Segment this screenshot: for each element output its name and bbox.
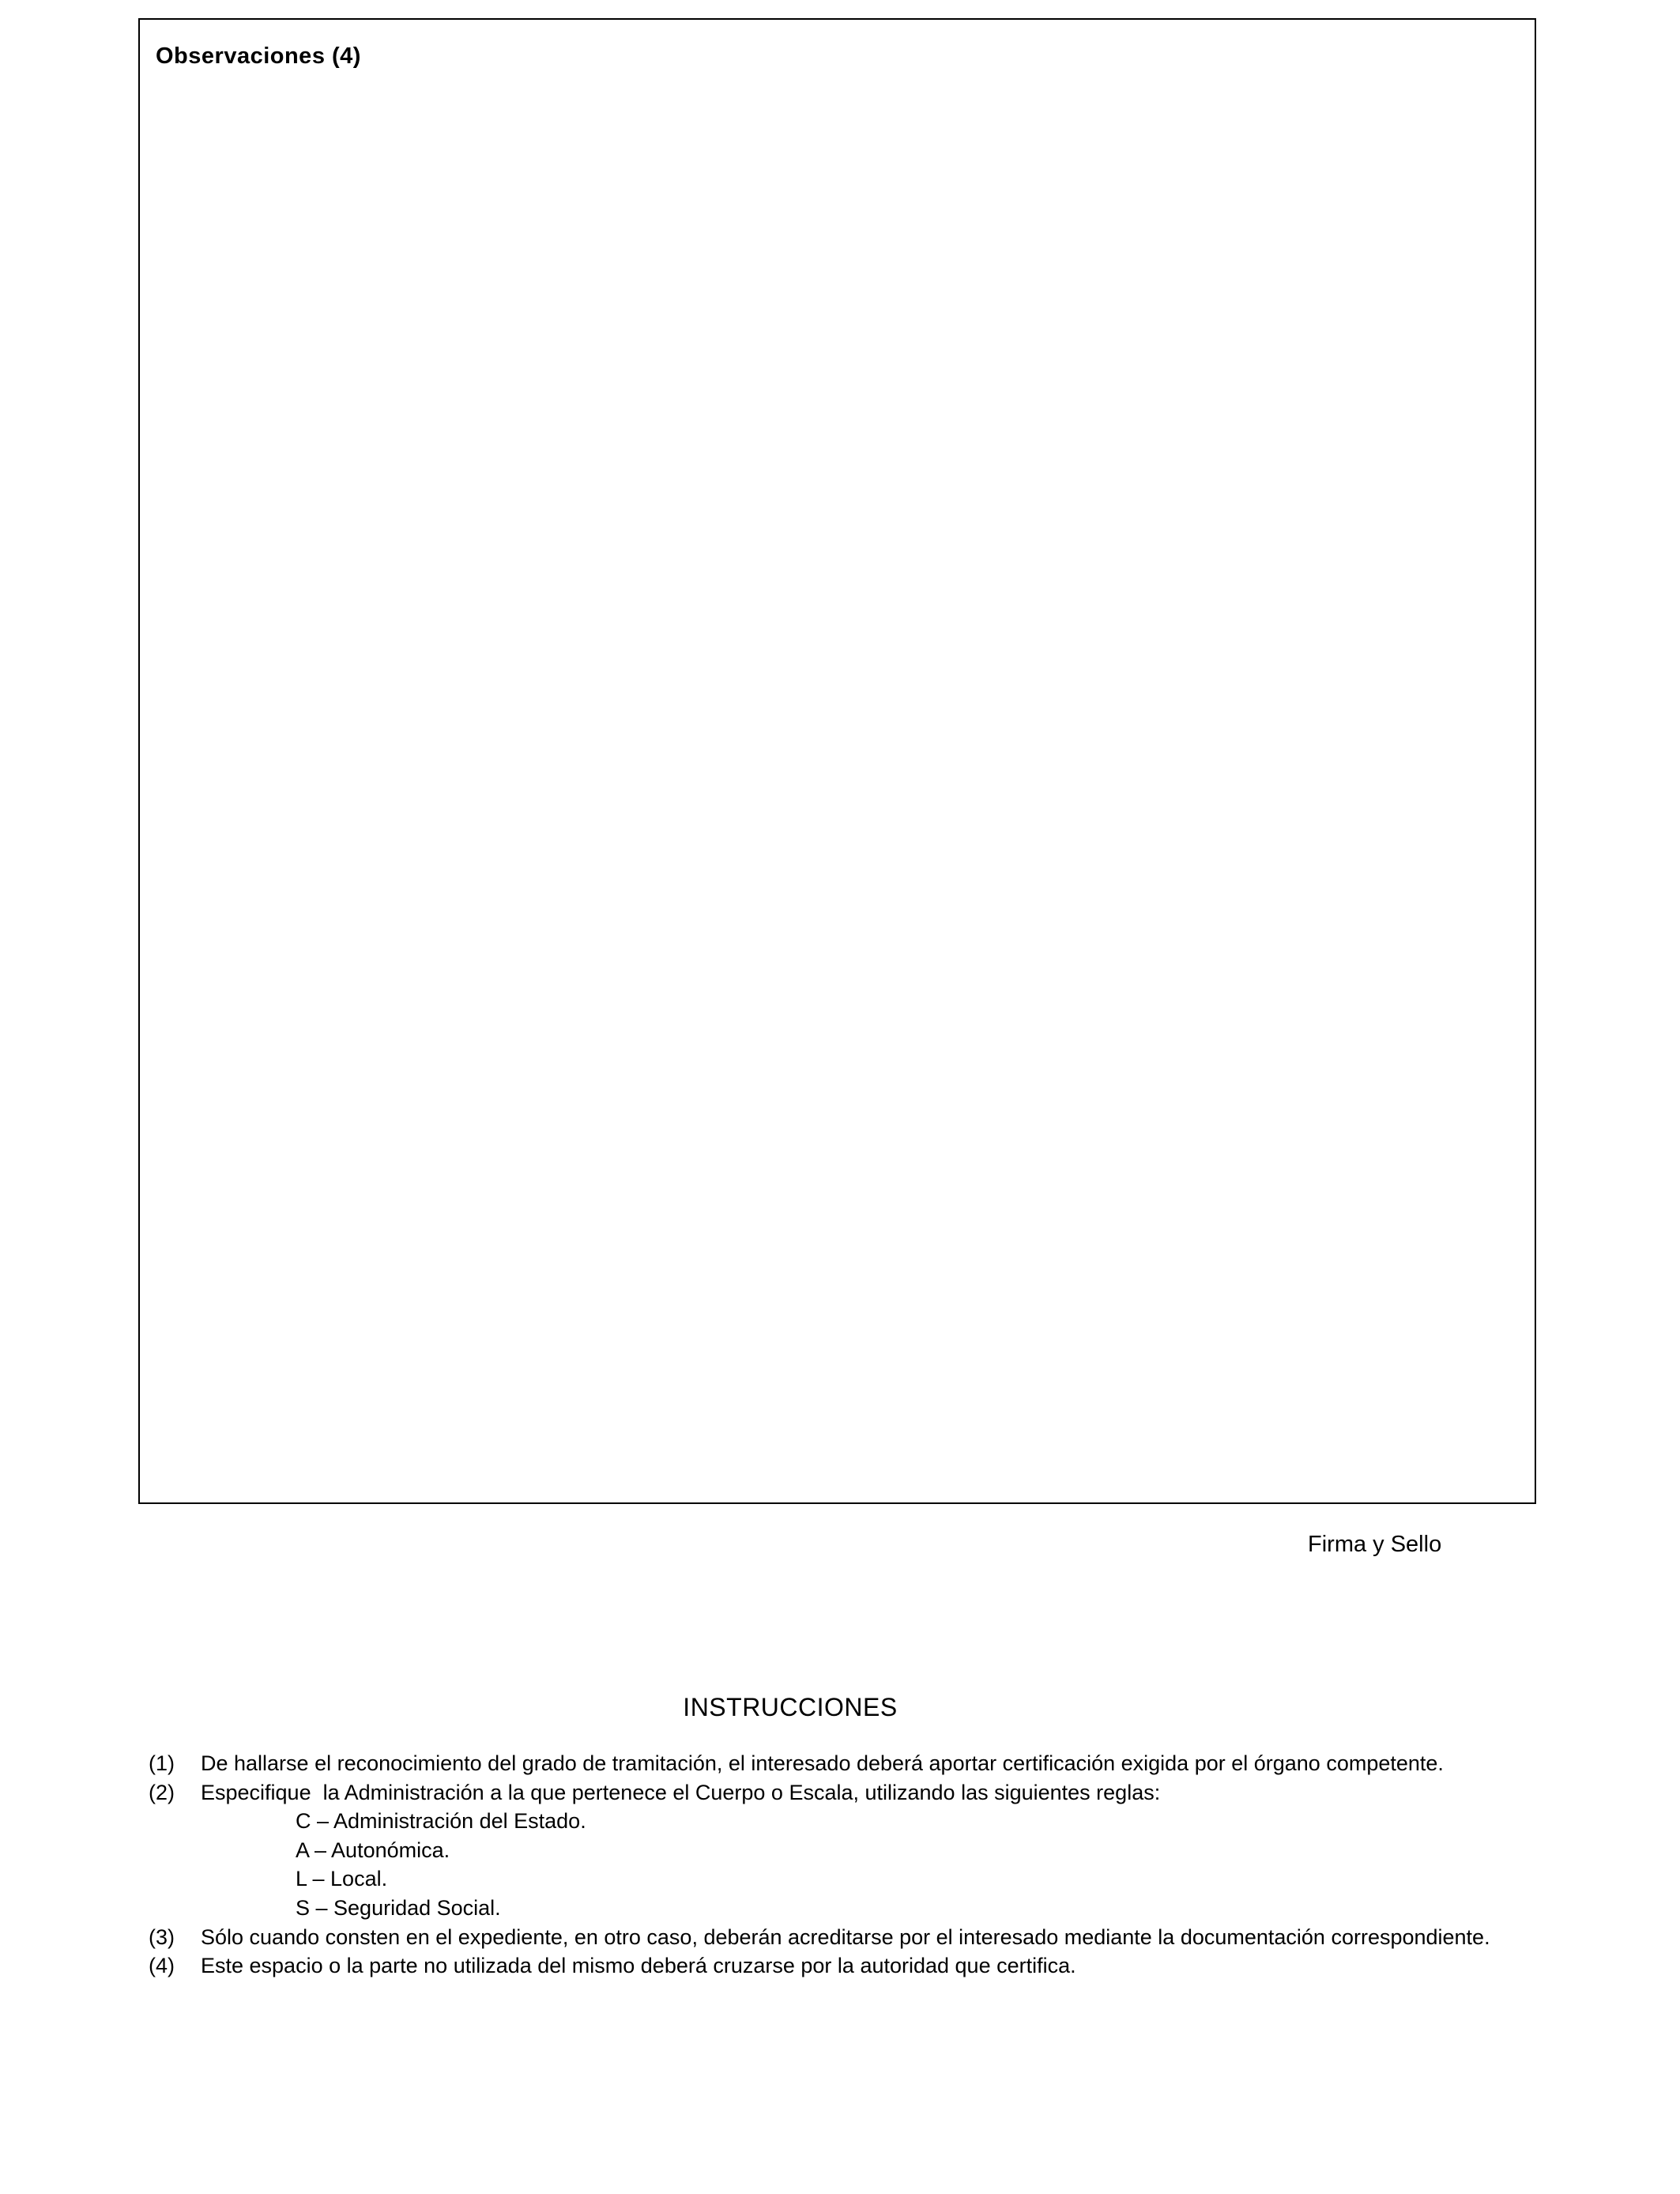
instruction-number: (1): [149, 1751, 175, 1775]
rule-item: L – Local.: [296, 1867, 388, 1891]
rule-item: C – Administración del Estado.: [296, 1809, 586, 1834]
instruction-number: (2): [149, 1780, 175, 1804]
instruction-item: [149, 1778, 1571, 1808]
observations-title: Observaciones (4): [156, 43, 361, 69]
instruction-item: [149, 1749, 1571, 1778]
instruction-text: Este espacio o la parte no utilizada del mismo deberá cruzarse por la autoridad que certifica.: [201, 1954, 1076, 1978]
instructions-list: [149, 1749, 1571, 1981]
instructions-title: INSTRUCCIONES: [683, 1693, 898, 1721]
instruction-text: Especifique la Administración a la que pertenece el Cuerpo o Escala, utilizando las siguientes reglas:: [201, 1780, 1161, 1804]
instruction-number: (4): [149, 1954, 175, 1978]
instruction-number: (3): [149, 1924, 175, 1949]
instruction-text: De hallarse el reconocimiento del grado de tramitación, el interesado deberá aportar certificación exigida por el órgano competente.: [201, 1751, 1444, 1775]
signature-label: Firma y Sello: [1308, 1532, 1442, 1557]
instruction-item: [149, 1951, 1571, 1981]
rule-item: A – Autonómica.: [296, 1838, 450, 1862]
instruction-text: Sólo cuando consten en el expediente, en otro caso, deberán acreditarse por el interesado mediante la documentación correspondiente.: [201, 1924, 1490, 1949]
instruction-item: [149, 1923, 1571, 1952]
rule-item: S – Seguridad Social.: [296, 1895, 501, 1920]
observations-box: [138, 18, 1536, 1504]
